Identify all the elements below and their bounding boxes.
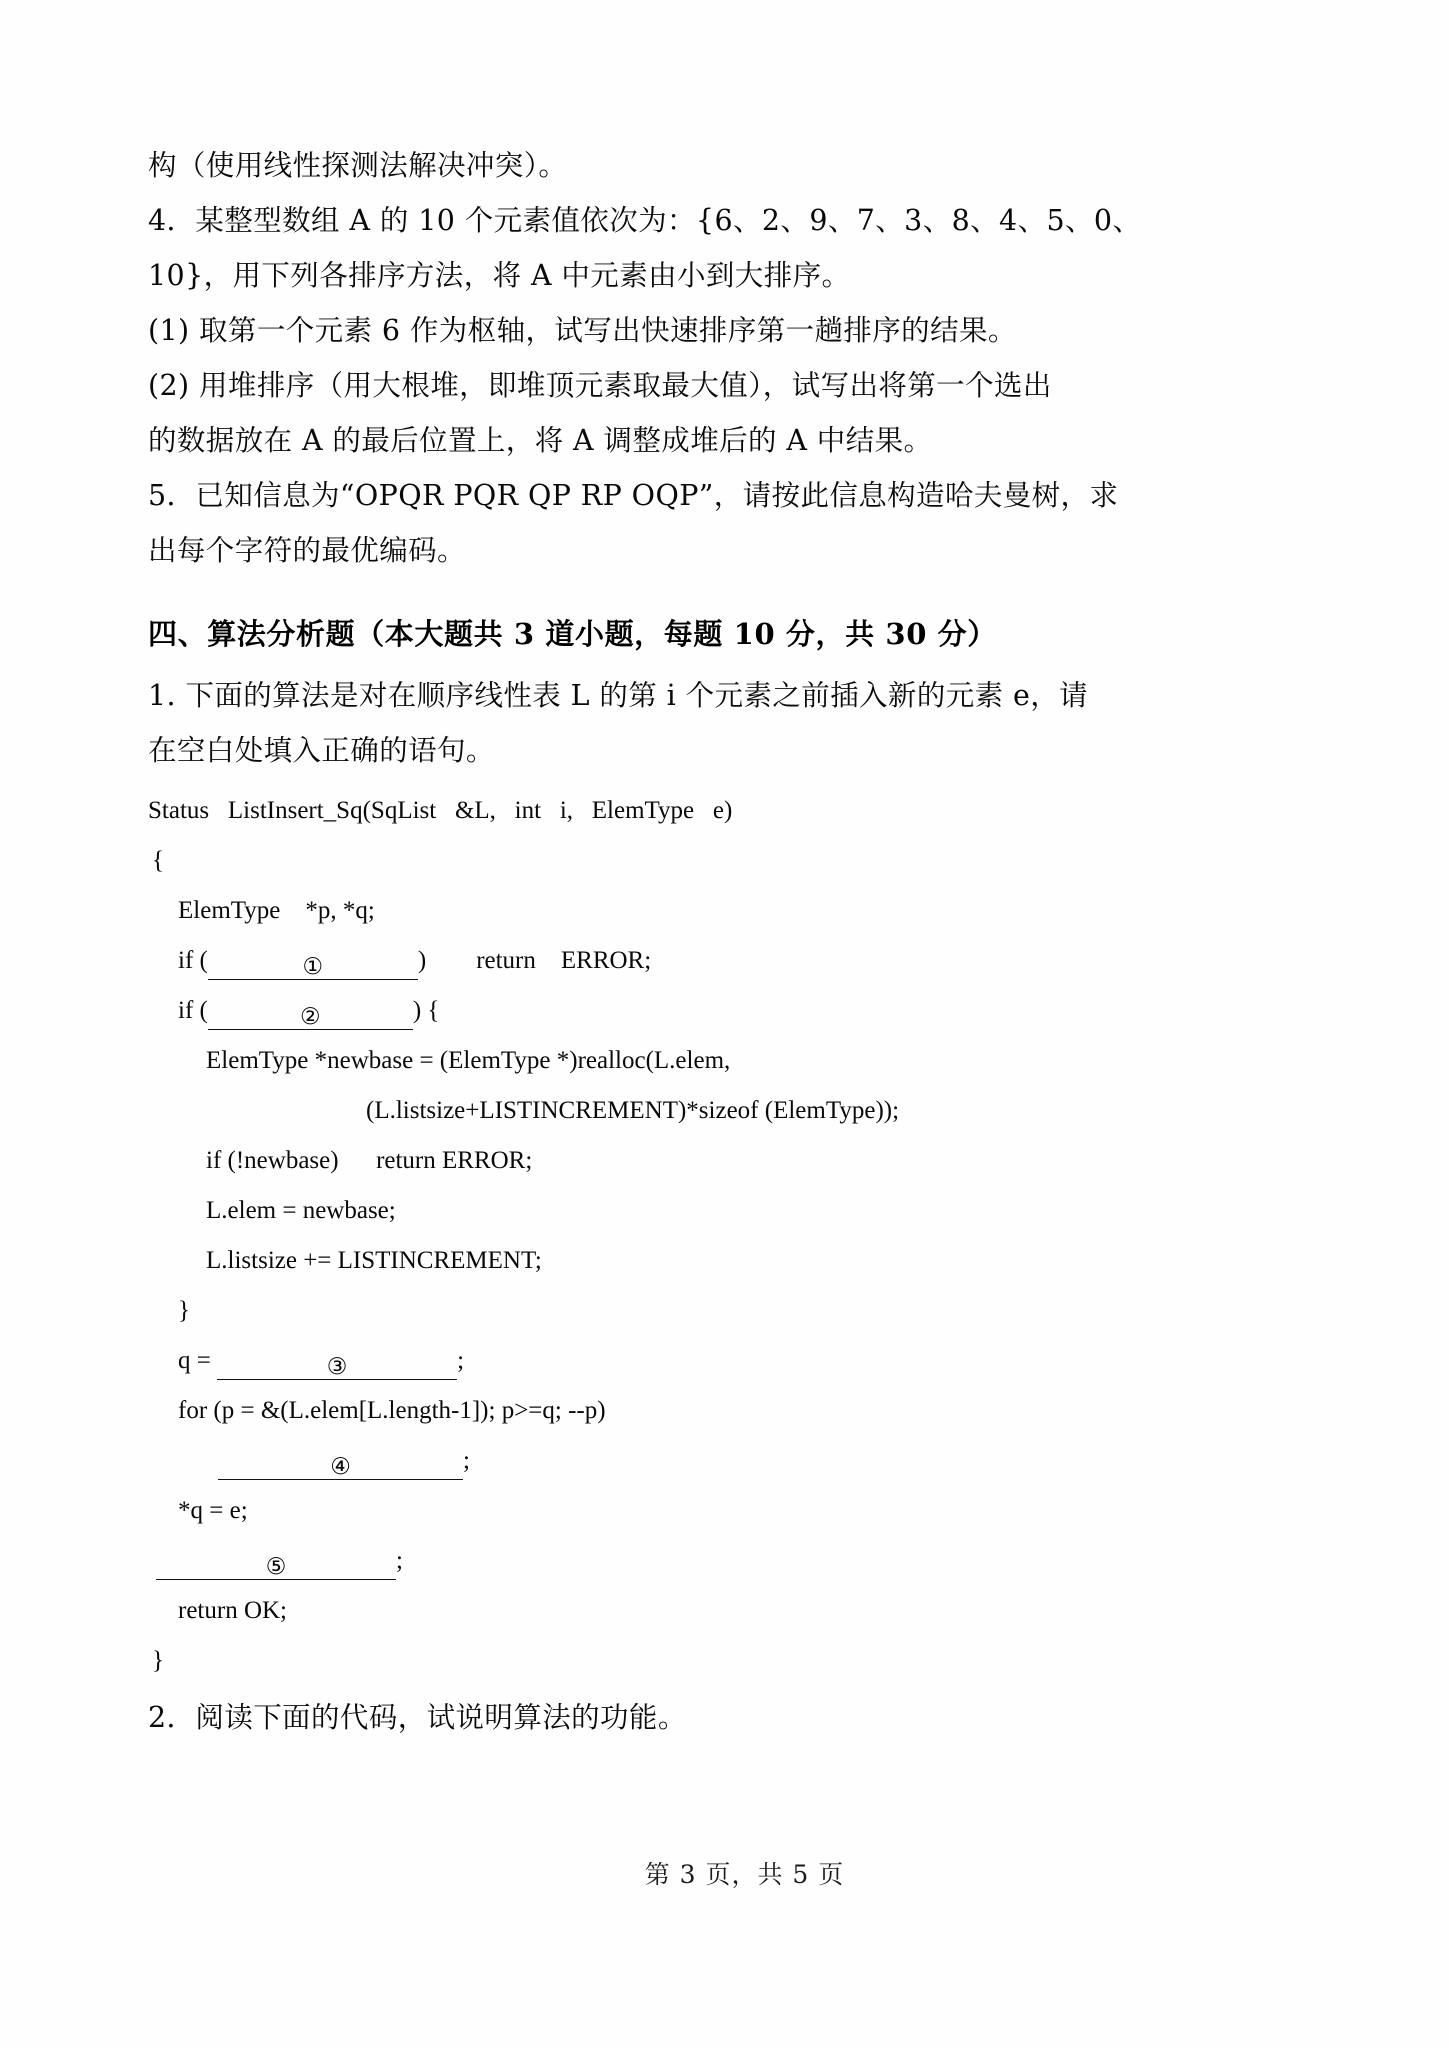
question-4-sub-2-line-1: (2) 用堆排序（用大根堆，即堆顶元素取最大值），试写出将第一个选出 [148, 369, 1052, 402]
code-close-inner-brace: } [178, 1297, 190, 1324]
section-4-q2-prompt: 2．阅读下面的代码，试说明算法的功能。 [148, 1701, 687, 1734]
answer-blank-5[interactable] [156, 1551, 396, 1580]
code-if2-suffix: ) { [412, 997, 440, 1024]
blank-marker-3: ③ [326, 1354, 348, 1380]
code-if1-prefix: if ( [178, 947, 208, 974]
page-content [148, 138, 1298, 1745]
code-close-brace: } [152, 1647, 164, 1674]
blank-marker-2: ② [300, 1004, 321, 1030]
code-if1-tail: return ERROR; [476, 947, 652, 974]
blank-marker-5: ⑤ [265, 1554, 287, 1580]
code-realloc-line-1: ElemType *newbase = (ElemType *)realloc(L.elem, [206, 1047, 731, 1074]
answer-blank-2[interactable] [208, 1001, 413, 1030]
code-blank-5-line [148, 1536, 1298, 1586]
question-5-line-2: 出每个字符的最优编码。 [148, 534, 466, 567]
code-declaration: ElemType *p, *q; [178, 897, 375, 924]
page-number-text: 第 3 页，共 5 页 [644, 1860, 845, 1889]
code-realloc-line-2: (L.listsize+LISTINCREMENT)*sizeof (ElemType)); [366, 1097, 900, 1124]
code-open-brace: { [152, 847, 164, 874]
question-5-line-1: 5．已知信息为“OPQR PQR QP RP OQP”，请按此信息构造哈夫曼树，求 [148, 479, 1119, 512]
code-if-blank-2 [148, 986, 1298, 1036]
code-blank-5-suffix: ; [396, 1547, 403, 1574]
question-4-line-1: 4．某整型数组 A 的 10 个元素值依次为：{6、2、9、7、3、8、4、5、0、 [148, 204, 1142, 237]
continued-paragraph: 构（使用线性探测法解决冲突）。 [148, 149, 568, 182]
page-footer [0, 1855, 1449, 1891]
blank-marker-4: ④ [330, 1454, 351, 1480]
code-if1-suffix: ) [417, 947, 427, 974]
code-newbase-check: if (!newbase) return ERROR; [206, 1147, 533, 1174]
code-function-signature: Status ListInsert_Sq(SqList &L, int i, ElemType e) [148, 797, 733, 824]
code-star-q-assign: *q = e; [178, 1497, 248, 1524]
section-4-q1-prompt-line-2: 在空白处填入正确的语句。 [148, 734, 495, 767]
code-q-assign-blank-3 [148, 1336, 1298, 1386]
code-blank-4-line [148, 1436, 1298, 1486]
question-4-sub-2-line-2: 的数据放在 A 的最后位置上，将 A 调整成堆后的 A 中结果。 [148, 424, 933, 457]
question-4-sub-1: (1) 取第一个元素 6 作为枢轴，试写出快速排序第一趟排序的结果。 [148, 314, 1017, 347]
section-4-q1-prompt-line-1: 1. 下面的算法是对在顺序线性表 L 的第 i 个元素之前插入新的元素 e，请 [148, 679, 1089, 712]
code-q-assign-prefix: q = [178, 1347, 218, 1374]
code-if-blank-1 [148, 936, 1298, 986]
code-if2-prefix: if ( [178, 997, 208, 1024]
code-blank-4-suffix: ; [463, 1447, 470, 1474]
answer-blank-3[interactable] [217, 1351, 457, 1380]
answer-blank-1[interactable] [208, 951, 418, 980]
code-assign-elem: L.elem = newbase; [206, 1197, 396, 1224]
blank-marker-1: ① [302, 954, 324, 980]
section-4-heading: 四、算法分析题（本大题共 3 道小题，每题 10 分，共 30 分） [148, 617, 997, 651]
code-q-assign-suffix: ; [457, 1347, 465, 1374]
question-4-line-2: 10}，用下列各排序方法，将 A 中元素由小到大排序。 [148, 259, 851, 292]
code-listsize-increment: L.listsize += LISTINCREMENT; [206, 1247, 542, 1274]
answer-blank-4[interactable] [218, 1451, 463, 1480]
code-for-loop: for (p = &(L.elem[L.length-1]); p>=q; --p) [178, 1397, 606, 1424]
algorithm-code-block [148, 778, 1298, 1686]
code-return-ok: return OK; [178, 1597, 287, 1624]
